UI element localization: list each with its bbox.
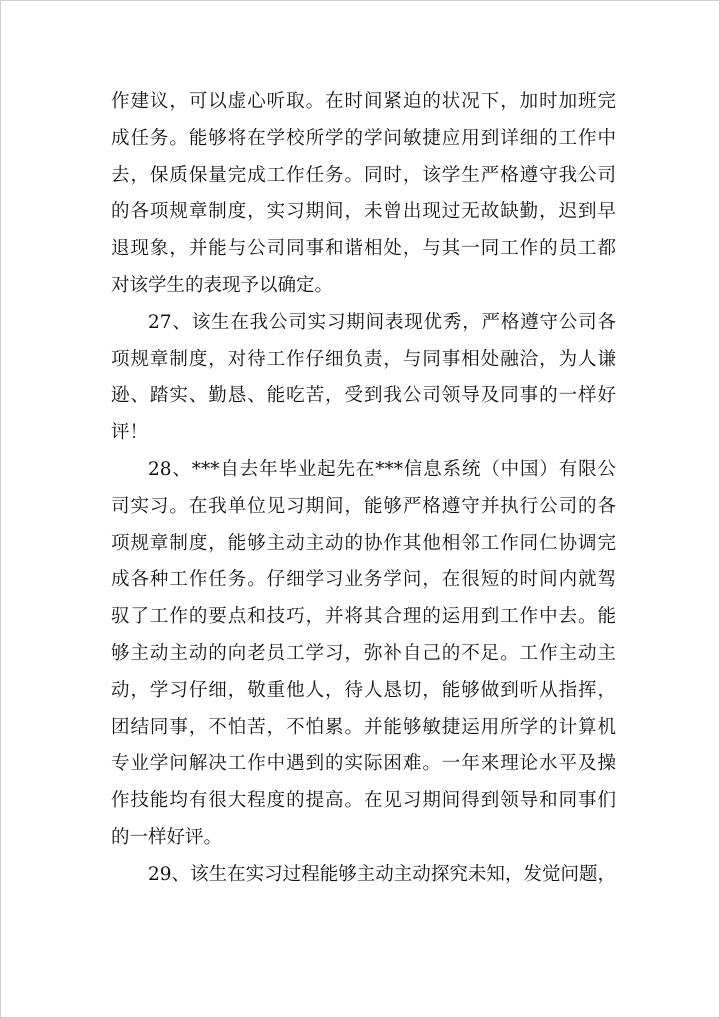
text-line: 成任务。能够将在学校所学的学问敏捷应用到详细的工作中 <box>111 127 616 149</box>
text-line: 27、该生在我公司实习期间表现优秀，严格遵守公司各 <box>148 311 616 333</box>
text-line: 动，学习仔细，敬重他人，待人恳切，能够做到听从指挥， <box>111 679 616 701</box>
text-line: 29、该生在实习过程能够主动主动探究未知，发觉问题， <box>148 863 616 885</box>
body-text <box>111 84 616 894</box>
text-line: 的一样好评。 <box>111 826 223 848</box>
text-line: 作建议，可以虚心听取。在时间紧迫的状况下，加时加班完 <box>111 91 616 112</box>
text-line: 成各种工作任务。仔细学习业务学问，在很短的时间内就驾 <box>111 569 616 591</box>
text-line: 项规章制度，对待工作仔细负责，与同事相处融洽，为人谦 <box>111 348 616 370</box>
text-line: 够主动主动的向老员工学习，弥补自己的不足。工作主动主 <box>111 642 616 664</box>
text-line: 专业学问解决工作中遇到的实际困难。一年来理论水平及操 <box>111 753 616 775</box>
text-line: 作技能均有很大程度的提高。在见习期间得到领导和同事们 <box>111 790 616 812</box>
text-line: 的各项规章制度，实习期间，未曾出现过无故缺勤，迟到早 <box>111 201 616 223</box>
text-line: 项规章制度，能够主动主动的协作其他相邻工作同仁协调完 <box>111 532 616 554</box>
text-line: 对该学生的表现予以确定。 <box>111 274 334 296</box>
text-line: 退现象，并能与公司同事和谐相处，与其一同工作的员工都 <box>111 238 616 260</box>
text-line: 团结同事，不怕苦，不怕累。并能够敏捷运用所学的计算机 <box>111 716 616 738</box>
text-line: 28、***自去年毕业起先在***信息系统（中国）有限公 <box>148 458 616 480</box>
text-line: 去，保质保量完成工作任务。同时，该学生严格遵守我公司 <box>111 164 616 186</box>
text-line: 司实习。在我单位见习期间，能够严格遵守并执行公司的各 <box>111 495 616 517</box>
text-line: 评！ <box>111 422 149 444</box>
text-line: 驭了工作的要点和技巧，并将其合理的运用到工作中去。能 <box>111 606 616 628</box>
text-line: 逊、踏实、勤恳、能吃苦，受到我公司领导及同事的一样好 <box>111 385 616 407</box>
